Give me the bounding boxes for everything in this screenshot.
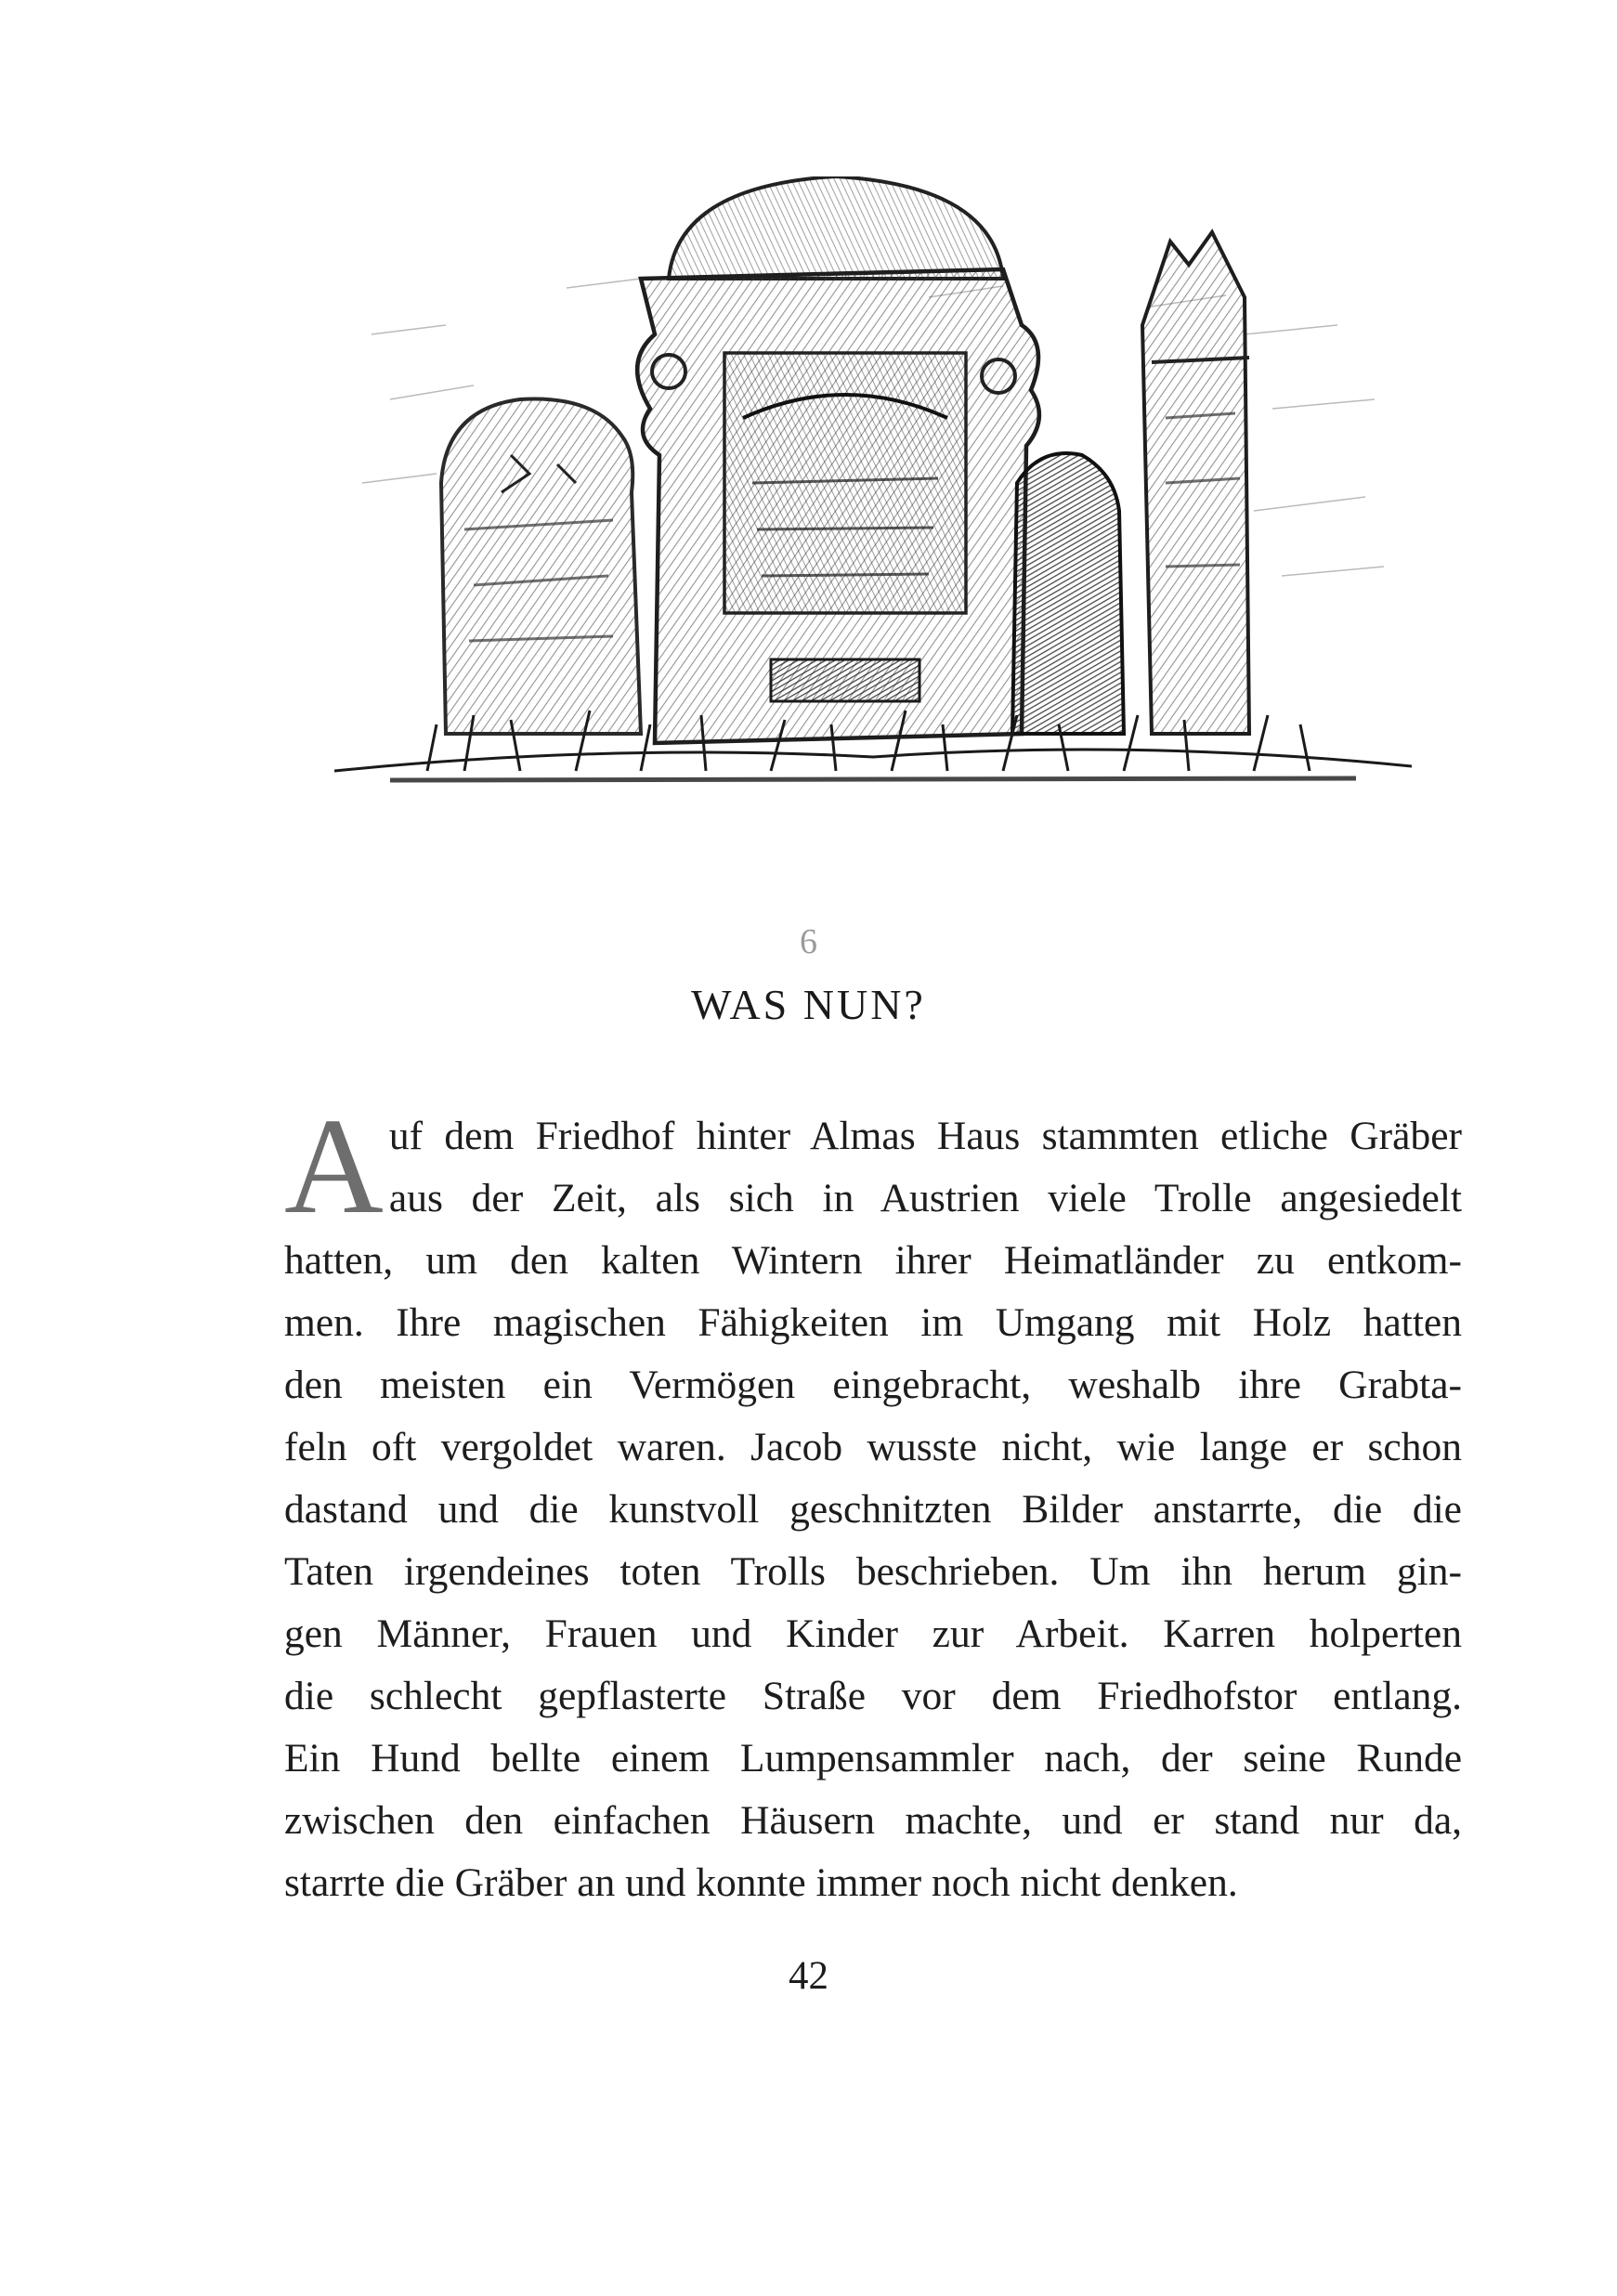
chapter-title: WAS NUN?	[691, 981, 926, 1028]
chapter-number: 6	[800, 922, 817, 961]
center-gravestone	[637, 176, 1039, 743]
drop-cap: A	[284, 1090, 384, 1243]
text-line: Ein Hund bellte einem Lumpensammler nach, der seine Runde	[284, 1736, 1462, 1781]
text-line: den meisten ein Vermögen eingebracht, weshalb ihre Grabta-	[284, 1363, 1462, 1407]
text-line: dastand und die kunstvoll geschnitzten Bilder anstarrte, die die	[284, 1487, 1462, 1532]
text-line: hatten, um den kalten Wintern ihrer Heimatländer zu entkom-	[284, 1238, 1462, 1283]
text-line: men. Ihre magischen Fähigkeiten im Umgang mit Holz hatten	[284, 1300, 1462, 1345]
text-line: die schlecht gepflasterte Straße vor dem Friedhofstor entlang.	[284, 1674, 1462, 1718]
chapter-body-text	[284, 1090, 1462, 1914]
text-line: Taten irgendeines toten Trolls beschrieben. Um ihn herum gin-	[284, 1549, 1462, 1594]
right-gravestone	[1142, 232, 1249, 734]
left-gravestone	[441, 399, 641, 735]
page-number: 42	[789, 1954, 828, 1998]
gravestones-illustration	[334, 176, 1412, 789]
dark-small-gravestone	[1012, 453, 1124, 734]
text-line: uf dem Friedhof hinter Almas Haus stammten etliche Gräber	[388, 1114, 1462, 1158]
text-line: gen Männer, Frauen und Kinder zur Arbeit. Karren holperten	[284, 1611, 1462, 1656]
text-line: zwischen den einfachen Häusern machte, und er stand nur da,	[284, 1798, 1462, 1843]
text-line: starrte die Gräber an und konnte immer noch nicht denken.	[284, 1860, 1238, 1905]
text-line: feln oft vergoldet waren. Jacob wusste nicht, wie lange er schon	[284, 1425, 1462, 1469]
text-line: aus der Zeit, als sich in Austrien viele Trolle angesiedelt	[388, 1176, 1462, 1220]
